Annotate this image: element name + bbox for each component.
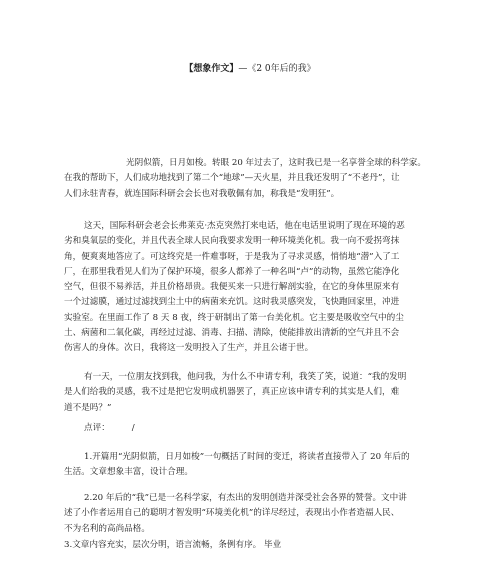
paragraph-line: 实验室。在里面工作了 8 天 8 夜，终于研制出了第一台美化机。它主要是吸收空气中的尘 [64,312,404,323]
point-line: 述了小作者运用自己的聪明才智发明“环境美化机”的详尽经过，表现出小作者造福人民、 [64,508,400,519]
paragraph-1 [64,156,454,202]
paragraph-line: 厂，在那里我看见人们为了保护环境，很多人都养了一种名叫“卢”的动物，虽然它能净化 [64,266,400,277]
point-line: 1.开篇用“光阴似箭，日月如梭”一句概括了时间的变迁，将读者直接带入了 20 年后的 [84,452,410,462]
point-line: 2.20 年后的“我”已是一名科学家，有杰出的发明创造并深受社会各界的赞誉。文中讲 [84,493,407,503]
paragraph-line: 光阴似箭，日月如梭。转眼 20 年过去了，这时我已是一名享誉全球的科学家。 [126,158,426,168]
paragraph-line: 人们永驻青春，就连国际科研会会长也对我敬佩有加，称我是“发明狂”。 [64,188,340,199]
point-line: 不为名利的高尚品格。 [64,523,150,534]
paragraph-line: 在我的帮助下，人们成功地找到了第二个“地球”—天火星，并且我还发明了“不老丹”，让 [64,173,400,184]
paragraph-2 [64,219,454,357]
paragraph-line: 道不是吗？” [64,402,112,413]
comment-heading [64,421,454,436]
comment-point-1 [64,450,454,481]
paragraph-line: 土、病菌和二氧化碳，再经过过滤、消毒、扫描、清除，使能排放出清新的空气并且不会 [64,328,400,339]
point-line: 3.文章内容充实，层次分明，语言流畅，条例有序。 毕业 [64,540,282,550]
comment-line [64,421,454,436]
comment-point-2 [64,491,454,537]
paragraph-line: 有一天，一位朋友找到我，他问我，为什么不申请专利，我笑了笑，说道：“我的发明 [84,372,407,382]
essay-title [0,63,500,75]
paragraph-line: 一个过滤膜，通过过滤找到尘土中的病菌来充饥。这时我灵感突发，飞快跑回家里，冲进 [64,297,400,308]
paragraph-line: 这天，国际科研会老会长弗莱克·杰克突然打来电话，他在电话里说明了现在环境的恶 [84,221,405,231]
paragraph-line: 空气，但很不易养活，并且价格昂贵。我便买来一只进行解剖实验，在它的身体里原来有 [64,282,400,293]
paragraph-line: 劣和臭氧层的变化，并且代表全球人民向我要求发明一种环境美化机。我一向不爱拐弯抹 [64,236,400,247]
paragraph-line: 伤害人的身体。次日，我将这一发明投入了生产，并且公诸于世。 [64,343,314,354]
paragraph-line: 角，便爽爽地答应了。可这终究是一件难事呀，于是我为了寻求灵感，悄悄地“潜”入了工 [64,251,400,262]
paragraph-3 [64,370,454,416]
paragraph-line: 是人们给我的灵感，我不过是把它发明成机器罢了，真正应该申请专利的其实是人们，难 [64,387,400,398]
comment-mark: / [131,423,135,433]
point-line: 生活。文章想象丰富，设计合理。 [64,467,193,478]
comment-point-3 [64,538,454,553]
essay-title-prefix: 【想象作文】 [184,64,239,74]
essay-title-rest: —《2 0年后的我》 [238,64,316,74]
comment-label: 点评： [84,423,110,433]
